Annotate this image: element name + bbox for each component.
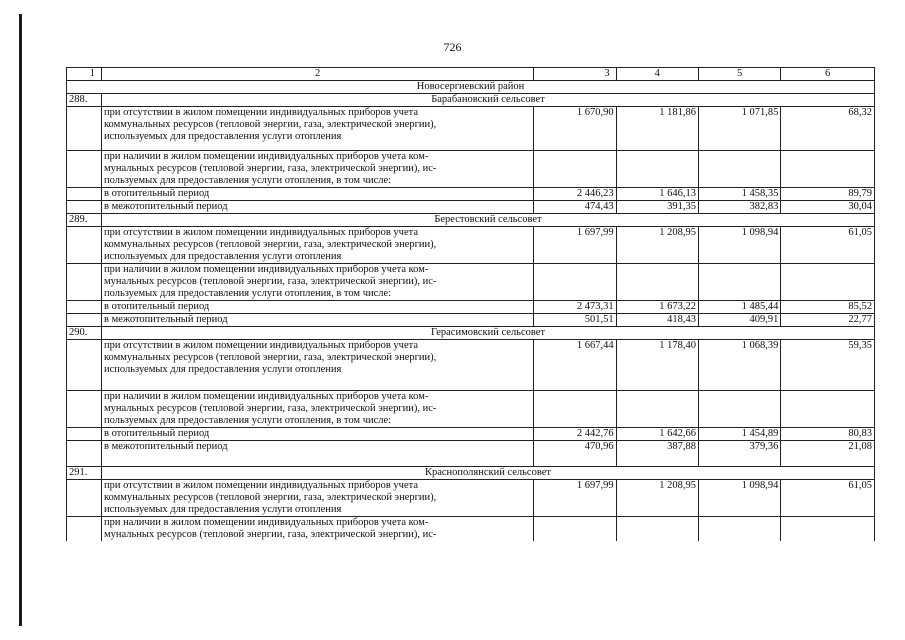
without-meter-text: при отсутствии в жилом помещении индивидуальных приборов учета коммунальных ресурсов (тепловой энергии, газа, электрической энергии), используемых для предоставления услуги отопления [101, 107, 533, 151]
value-col-6: 89,79 [781, 188, 875, 201]
value-col-6: 61,05 [781, 480, 875, 517]
column-header-5: 5 [698, 68, 780, 81]
value-col-4: 1 642,66 [616, 428, 698, 441]
column-header-4: 4 [616, 68, 698, 81]
scan-margin-line [19, 14, 22, 626]
heating-period-row [67, 301, 875, 314]
value-col-4: 1 208,95 [616, 227, 698, 264]
value-col-6: 22,77 [781, 314, 875, 327]
section-name: Краснополянский сельсовет [101, 467, 874, 480]
section-name: Берестовский сельсовет [101, 214, 874, 227]
value-col-5: 1 071,85 [698, 107, 780, 151]
inter-heating-period-label: в межотопительный период [101, 314, 533, 327]
without-meter-row [67, 107, 875, 151]
with-meter-text: при наличии в жилом помещении индивидуальных приборов учета ком- мунальных ресурсов (тепловой энергии, газа, электрической энергии), ис- [101, 517, 533, 542]
value-col-3: 2 446,23 [534, 188, 616, 201]
section-number: 289. [67, 214, 102, 227]
value-col-4: 387,88 [616, 441, 698, 467]
inter-heating-period-row [67, 441, 875, 467]
value-col-5: 1 485,44 [698, 301, 780, 314]
value-col-6: 80,83 [781, 428, 875, 441]
inter-heating-period-row [67, 314, 875, 327]
column-header-1: 1 [67, 68, 102, 81]
value-col-6: 61,05 [781, 227, 875, 264]
value-col-4: 1 181,86 [616, 107, 698, 151]
value-col-3: 1 667,44 [534, 340, 616, 391]
heating-period-row [67, 428, 875, 441]
value-col-3: 470,96 [534, 441, 616, 467]
with-meter-row [67, 264, 875, 301]
value-col-4: 1 673,22 [616, 301, 698, 314]
without-meter-row [67, 227, 875, 264]
without-meter-text: при отсутствии в жилом помещении индивидуальных приборов учета коммунальных ресурсов (тепловой энергии, газа, электрической энергии), используемых для предоставления услуги отопления [101, 227, 533, 264]
value-col-3: 1 697,99 [534, 227, 616, 264]
value-col-3: 474,43 [534, 201, 616, 214]
heating-period-label: в отопительный период [101, 188, 533, 201]
heating-period-label: в отопительный период [101, 301, 533, 314]
value-col-4: 418,43 [616, 314, 698, 327]
value-col-4: 1 208,95 [616, 480, 698, 517]
value-col-5: 379,36 [698, 441, 780, 467]
with-meter-text: при наличии в жилом помещении индивидуальных приборов учета ком- мунальных ресурсов (тепловой энергии, газа, электрической энергии), ис- пользуемых для предоставления услуги отопления, в том числе: [101, 264, 533, 301]
value-col-6: 85,52 [781, 301, 875, 314]
section-header-row [67, 214, 875, 227]
value-col-6: 21,08 [781, 441, 875, 467]
with-meter-row [67, 517, 875, 542]
column-number-row [67, 68, 875, 81]
with-meter-row [67, 391, 875, 428]
value-col-3: 1 670,90 [534, 107, 616, 151]
inter-heating-period-label: в межотопительный период [101, 441, 533, 467]
with-meter-row [67, 151, 875, 188]
section-name: Герасимовский сельсовет [101, 327, 874, 340]
value-col-5: 409,91 [698, 314, 780, 327]
section-number: 291. [67, 467, 102, 480]
column-header-3: 3 [534, 68, 616, 81]
district-title: Новосергиевский район [67, 81, 875, 94]
value-col-4: 1 646,13 [616, 188, 698, 201]
heating-period-row [67, 188, 875, 201]
column-header-2: 2 [101, 68, 533, 81]
value-col-3: 1 697,99 [534, 480, 616, 517]
value-col-6: 59,35 [781, 340, 875, 391]
section-number: 288. [67, 94, 102, 107]
district-row [67, 81, 875, 94]
value-col-6: 30,04 [781, 201, 875, 214]
value-col-5: 1 068,39 [698, 340, 780, 391]
with-meter-text: при наличии в жилом помещении индивидуальных приборов учета ком- мунальных ресурсов (тепловой энергии, газа, электрической энергии), ис- пользуемых для предоставления услуги отопления, в том числе: [101, 391, 533, 428]
section-header-row [67, 327, 875, 340]
value-col-5: 1 454,89 [698, 428, 780, 441]
section-header-row [67, 467, 875, 480]
value-col-4: 1 178,40 [616, 340, 698, 391]
column-header-6: 6 [781, 68, 875, 81]
inter-heating-period-label: в межотопительный период [101, 201, 533, 214]
value-col-6: 68,32 [781, 107, 875, 151]
value-col-5: 1 098,94 [698, 227, 780, 264]
section-number: 290. [67, 327, 102, 340]
value-col-5: 1 458,35 [698, 188, 780, 201]
value-col-4: 391,35 [616, 201, 698, 214]
without-meter-row [67, 480, 875, 517]
page-number: 726 [443, 40, 462, 54]
value-col-5: 1 098,94 [698, 480, 780, 517]
value-col-3: 2 442,76 [534, 428, 616, 441]
inter-heating-period-row [67, 201, 875, 214]
value-col-3: 2 473,31 [534, 301, 616, 314]
without-meter-text: при отсутствии в жилом помещении индивидуальных приборов учета коммунальных ресурсов (тепловой энергии, газа, электрической энергии), используемых для предоставления услуги отопления [101, 340, 533, 391]
tariff-table [66, 67, 875, 541]
with-meter-text: при наличии в жилом помещении индивидуальных приборов учета ком- мунальных ресурсов (тепловой энергии, газа, электрической энергии), ис- пользуемых для предоставления услуги отопления, в том числе: [101, 151, 533, 188]
without-meter-text: при отсутствии в жилом помещении индивидуальных приборов учета коммунальных ресурсов (тепловой энергии, газа, электрической энергии), используемых для предоставления услуги отопления [101, 480, 533, 517]
value-col-3: 501,51 [534, 314, 616, 327]
without-meter-row [67, 340, 875, 391]
section-header-row [67, 94, 875, 107]
section-name: Барабановский сельсовет [101, 94, 874, 107]
heating-period-label: в отопительный период [101, 428, 533, 441]
value-col-5: 382,83 [698, 201, 780, 214]
